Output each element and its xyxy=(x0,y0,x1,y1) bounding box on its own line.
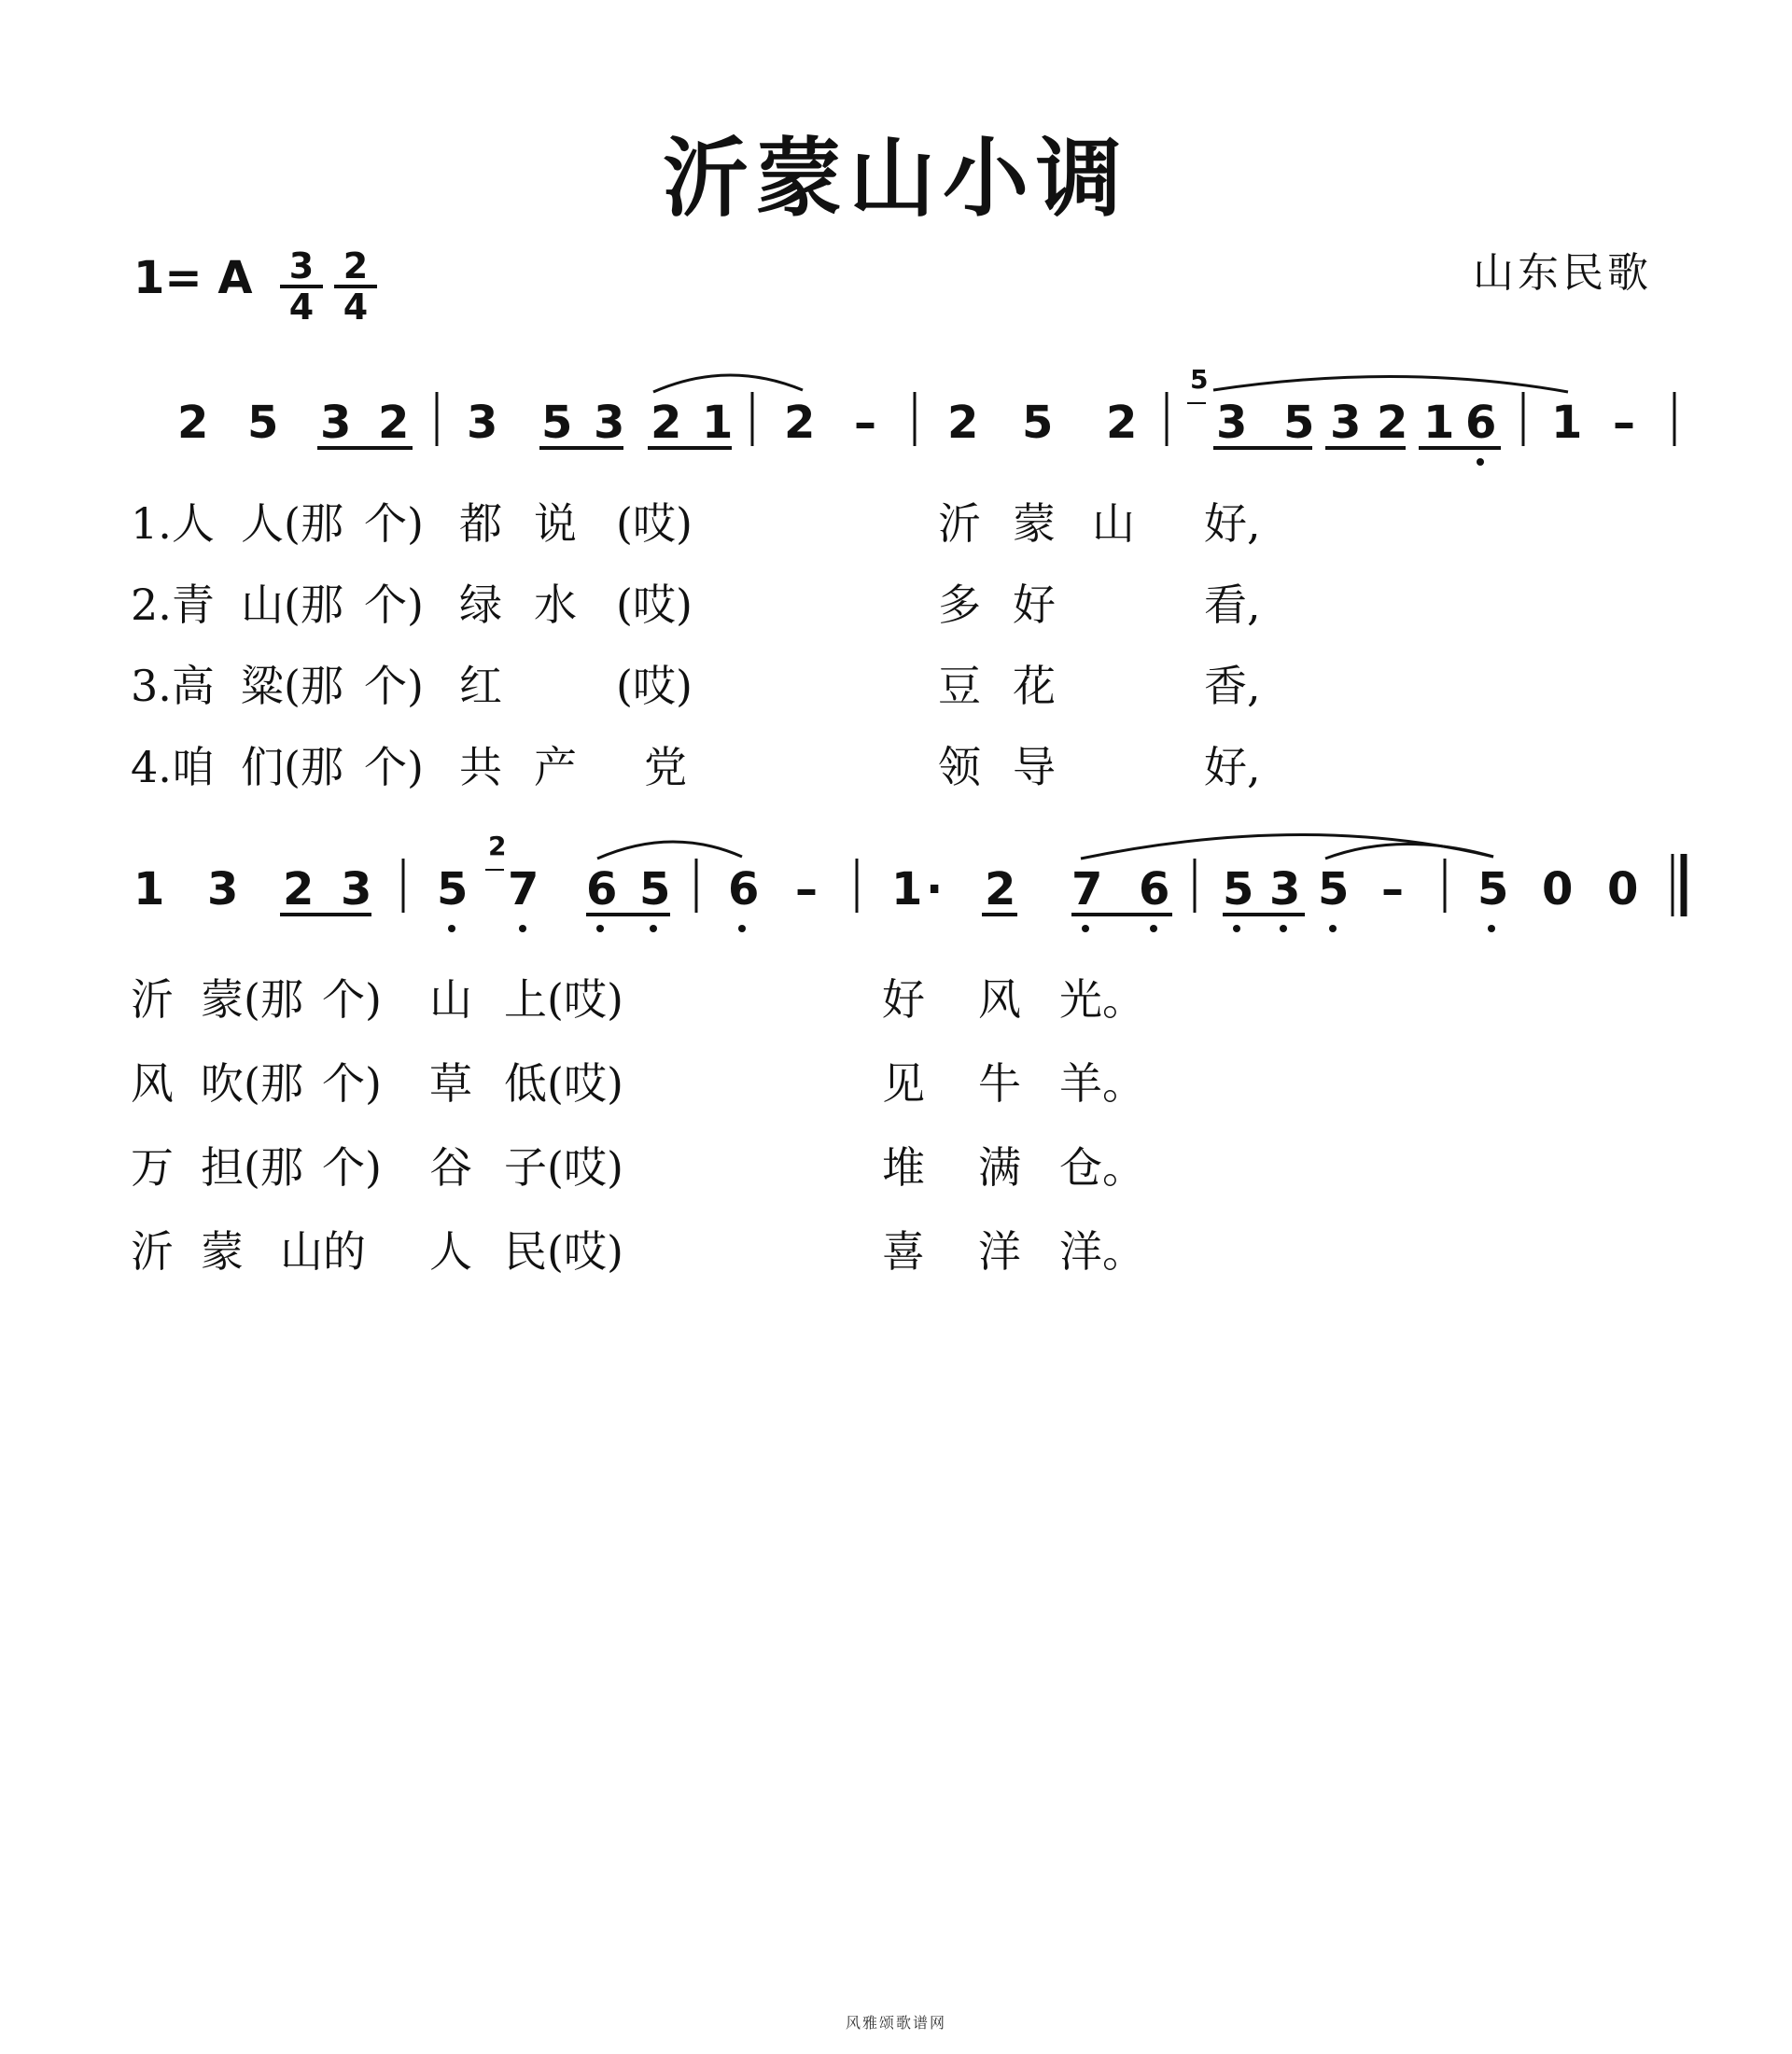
note: 5 xyxy=(437,863,472,915)
lyric: 草 xyxy=(429,1058,472,1109)
lyric: 蒙 xyxy=(1013,498,1056,549)
note: 5 xyxy=(1022,397,1057,449)
note: 6 xyxy=(586,863,622,915)
lyric: 绿 xyxy=(459,580,502,630)
lyric: 担(那 xyxy=(201,1142,303,1193)
lyric: 洋 xyxy=(978,1226,1021,1277)
lyric: 低(哎) xyxy=(504,1058,623,1109)
grace-note: 5 xyxy=(1190,364,1209,395)
lyric: 4.咱 xyxy=(131,742,215,792)
note: 1 xyxy=(702,397,737,449)
lyric: 个) xyxy=(322,974,382,1025)
note: 6 xyxy=(728,863,763,915)
lyric: 人(那 xyxy=(241,498,343,549)
lyric: 风 xyxy=(131,1058,174,1109)
site-footer: 风雅颂歌谱网 xyxy=(845,2014,946,2032)
lyric: 个) xyxy=(322,1142,382,1193)
lyric: 见 xyxy=(882,1058,925,1109)
note: 3 xyxy=(341,863,376,915)
note: 3 xyxy=(1330,397,1365,449)
lyric: 子(哎) xyxy=(504,1142,623,1193)
lyric: 个) xyxy=(364,661,424,711)
note: 1 xyxy=(133,863,169,915)
low-octave-dot xyxy=(738,925,746,932)
lyric: 共 xyxy=(459,742,502,792)
dash: – xyxy=(795,863,821,915)
lyric: 喜 xyxy=(882,1226,925,1277)
low-octave-dot xyxy=(596,925,604,932)
note: 2 xyxy=(947,397,983,449)
lyric: 水 xyxy=(534,580,577,630)
lyric: 个) xyxy=(364,580,424,630)
lyric: 民(哎) xyxy=(504,1226,623,1277)
lyric: 满 xyxy=(978,1142,1021,1193)
lyric: 谷 xyxy=(429,1142,472,1193)
note: 6 xyxy=(1139,863,1174,915)
lyric: 3.高 xyxy=(131,661,215,711)
low-octave-dot xyxy=(650,925,657,932)
note: 2 xyxy=(1106,397,1141,449)
lyric: 蒙 xyxy=(201,1226,244,1277)
note: 5 xyxy=(1477,863,1513,915)
low-octave-dot xyxy=(1082,925,1089,932)
note: 1 xyxy=(1423,397,1459,449)
dash: – xyxy=(1613,397,1639,449)
lyric: 沂 xyxy=(131,974,174,1025)
lyric: 豆 xyxy=(938,661,981,711)
note: 3 xyxy=(320,397,356,449)
lyric: 党 xyxy=(644,742,687,792)
lyric: 人 xyxy=(429,1226,472,1277)
lyric: 花 xyxy=(1013,661,1056,711)
note: 2 xyxy=(985,863,1020,915)
note: 1 xyxy=(891,863,927,915)
low-octave-dot xyxy=(1150,925,1157,932)
lyric: 香, xyxy=(1204,661,1261,711)
note: 3 xyxy=(594,397,629,449)
dot: · xyxy=(926,863,947,915)
lyric: 山(那 xyxy=(241,580,343,630)
dash: – xyxy=(1381,863,1407,915)
rest: 0 xyxy=(1607,863,1643,915)
lyric: 山的 xyxy=(280,1226,366,1277)
note: 2 xyxy=(283,863,318,915)
time-signature-numerator: 3 xyxy=(280,247,323,288)
lyric: 好, xyxy=(1204,742,1261,792)
lyric: 仓。 xyxy=(1059,1142,1145,1193)
lyric: 个) xyxy=(322,1058,382,1109)
note: 2 xyxy=(1377,397,1412,449)
low-octave-dot xyxy=(519,925,526,932)
note: 5 xyxy=(1223,863,1258,915)
lyric: 1.人 xyxy=(131,498,215,549)
low-octave-dot xyxy=(1488,925,1495,932)
note: 3 xyxy=(207,863,243,915)
grace-note: 2 xyxy=(488,831,507,861)
slur xyxy=(1325,844,1493,859)
lyric: (哎) xyxy=(616,580,693,630)
slur xyxy=(1081,834,1493,859)
lyric: 好 xyxy=(882,974,925,1025)
note: 2 xyxy=(651,397,686,449)
lyric: (哎) xyxy=(616,661,693,711)
low-octave-dot xyxy=(1233,925,1240,932)
lyric: 个) xyxy=(364,742,424,792)
lyric: 羊。 xyxy=(1059,1058,1145,1109)
note: 3 xyxy=(1269,863,1305,915)
lyric: 粱(那 xyxy=(241,661,343,711)
note: 5 xyxy=(1283,397,1319,449)
note: 3 xyxy=(1216,397,1252,449)
lyric: 蒙(那 xyxy=(201,974,303,1025)
dash: – xyxy=(854,397,880,449)
low-octave-dot xyxy=(448,925,455,932)
rest: 0 xyxy=(1542,863,1577,915)
song-title: 沂蒙山小调 xyxy=(662,128,1129,229)
lyric: 沂 xyxy=(131,1226,174,1277)
lyric: 多 xyxy=(938,580,981,630)
lyric: (哎) xyxy=(616,498,693,549)
lyric: 都 xyxy=(459,498,502,549)
lyric: 风 xyxy=(978,974,1021,1025)
lyric: 上(哎) xyxy=(504,974,623,1025)
lyric: 好, xyxy=(1204,498,1261,549)
lyric: 牛 xyxy=(978,1058,1021,1109)
note: 7 xyxy=(1071,863,1107,915)
note: 2 xyxy=(378,397,413,449)
time-signature-denominator: 4 xyxy=(288,286,315,328)
lyric: 领 xyxy=(938,742,981,792)
lyric: 好 xyxy=(1013,580,1056,630)
low-octave-dot xyxy=(1329,925,1337,932)
note: 2 xyxy=(177,397,213,449)
time-signature-numerator: 2 xyxy=(334,247,377,288)
time-signature-denominator: 4 xyxy=(343,286,369,328)
lyric: 光。 xyxy=(1059,974,1145,1025)
note: 3 xyxy=(467,397,502,449)
note: 5 xyxy=(247,397,283,449)
note: 5 xyxy=(639,863,675,915)
lyric: 山 xyxy=(429,974,472,1025)
key-signature: 1= A xyxy=(133,252,253,304)
note: 7 xyxy=(508,863,543,915)
lyric: 洋。 xyxy=(1059,1226,1145,1277)
lyric: 红 xyxy=(459,661,502,711)
lyric: 产 xyxy=(534,742,577,792)
lyric: 个) xyxy=(364,498,424,549)
lyric: 2.青 xyxy=(131,580,215,630)
note: 5 xyxy=(541,397,577,449)
lyric: 山 xyxy=(1092,498,1135,549)
note: 6 xyxy=(1465,397,1501,449)
lyric: 看, xyxy=(1204,580,1261,630)
lyric: 导 xyxy=(1013,742,1056,792)
lyric: 堆 xyxy=(882,1142,925,1193)
lyric: 说 xyxy=(534,498,577,549)
note: 5 xyxy=(1318,863,1353,915)
lyric: 们(那 xyxy=(241,742,343,792)
slur xyxy=(597,842,742,859)
lyric: 吹(那 xyxy=(201,1058,303,1109)
low-octave-dot xyxy=(1280,925,1287,932)
note: 2 xyxy=(784,397,819,449)
lyric: 万 xyxy=(131,1142,174,1193)
song-origin: 山东民歌 xyxy=(1473,249,1652,297)
lyric: 沂 xyxy=(938,498,981,549)
note: 1 xyxy=(1551,397,1587,449)
